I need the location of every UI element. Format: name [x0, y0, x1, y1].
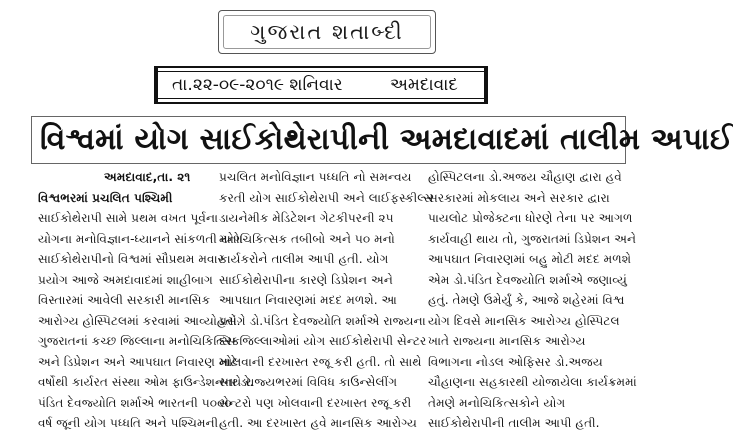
- article-line: ખોલવાની દરખાસ્ત રજૂ કરી હતી. તો સાથે: [219, 354, 422, 369]
- article-line: ડાયનેમીક મેડિટેશન ગેટકીપરની ૨૫: [219, 211, 394, 225]
- article-line: એમ ડો.પંડિત દેવજ્યોતિ શર્માએ જણાવ્યું: [428, 272, 627, 287]
- article-line: સાથે રાજ્યભરમાં વિવિધ કાઉન્સેલીંગ: [219, 375, 398, 389]
- headline: વિશ્વમાં યોગ સાઈકોથેરાપીની અમદાવાદમાં તાલીમ અપાઈ: [40, 122, 733, 157]
- dateline-date: તા.૨૨-૦૯-૨૦૧૯ શનિવાર: [172, 75, 343, 95]
- article-line: આપઘાત નિવારણમાં મદદ મળશે. આ: [219, 293, 397, 307]
- dateline-bottom-rule: [154, 102, 488, 104]
- article-line: મનોચિકિત્સક તબીબો અને ૫૦ મનો: [219, 231, 395, 246]
- article-line: યોગ દિવસે માનસિક આરોગ્ય હોસ્પિટલ: [428, 313, 620, 328]
- masthead: [218, 10, 436, 54]
- dateline-city: અમદાવાદ: [390, 75, 458, 95]
- article-line: હતી. આ દરખાસ્ત હવે માનસિક આરોગ્ય: [219, 416, 418, 430]
- article-line: યોગના મનોવિજ્ઞાન-ધ્યાનને સાંકળતી યોગ: [38, 231, 243, 246]
- article-line: પંડિત દેવજ્યોતિ શર્માએ ભારતની ૫૦૦૦: [38, 395, 232, 410]
- article-line: સાઈકોથેરાપીના કારણે ડિપ્રેશન અને: [219, 272, 393, 287]
- article-line: કાર્યવાહી થાય તો, ગુજરાતમાં ડિપ્રેશન અને: [428, 231, 637, 246]
- article-line: સાઈકોથેરાપી સામે પ્રથમ વખત પૂર્વના: [38, 211, 219, 225]
- article-line: પ્રસંગે ડો.પંડિત દેવજ્યોતિ શર્માએ રાજ્યના: [219, 313, 426, 328]
- article-line: અમદાવાદ,તા. ૨૧: [104, 170, 191, 184]
- masthead-title: ગુજરાત શતાબ્દી: [250, 19, 404, 44]
- article-line: વિસ્તારમાં આવેલી સરકારી માનસિક: [38, 293, 211, 307]
- article-column-3: [428, 167, 637, 434]
- article-line: પ્રયોગ આજે અમદાવાદમાં શાહીબાગ: [38, 272, 213, 287]
- article-line: પ્રચલિત મનોવિજ્ઞાન પધ્ધતિ નો સમન્વય: [219, 170, 412, 184]
- article-line: તેમણે મનોચિકિત્સકોને યોગ: [428, 395, 566, 410]
- article-line: સરકારમાં મોકલાય અને સરકાર દ્વારા: [428, 190, 610, 205]
- article-line: સાઈકોથેરાપીની તાલીમ આપી હતી.: [428, 416, 600, 430]
- article-line: વિશ્વભરમાં પ્રચલિત પશ્ચિમી: [38, 190, 173, 205]
- dateline-top-rule-thin: [154, 71, 488, 72]
- article-line: આપઘાત નિવારણમાં બહુ મોટી મદદ મળશે: [428, 252, 632, 266]
- headline-box: [31, 116, 733, 164]
- article-column-2: [219, 167, 434, 434]
- article-line: પાયલોટ પ્રોજેક્ટના ધોરણે તેના પર આગળ: [428, 211, 633, 225]
- article-line: વર્ષોથી કાર્યરત સંસ્થા ઓમ ફાઉન્ડેશનના ડો.: [38, 375, 254, 389]
- article-line: ચૌહાણના સહકારથી યોજાયેલા કાર્યક્રમમાં: [428, 375, 637, 389]
- article-line: ખાતે રાજ્યના માનસિક આરોગ્ય: [428, 334, 586, 348]
- article-line: કાર્યકરોને તાલીમ આપી હતી. યોગ: [219, 252, 389, 266]
- dateline-top-rule: [154, 66, 488, 68]
- article-line: વર્ષ જૂની યોગ પધ્ધતિ અને પશ્ચિમની: [38, 416, 219, 430]
- article-column-1: [38, 167, 254, 434]
- article-line: હોસ્પિટલના ડો.અજય ચૌહાણ દ્વારા હવે: [428, 170, 622, 184]
- article-line: આરોગ્ય હોસ્પિટલમાં કરવામાં આવ્યોહતો.: [38, 313, 241, 328]
- article-line: ગુજરાતનાં કચ્છ જિલ્લાના મનોચિકિત્સિક: [38, 334, 240, 348]
- article-line: દસ જિલ્લાઓમાં યોગ સાઈકોથેરાપી સેન્ટર: [219, 334, 427, 348]
- article-line: હતું. તેમણે ઉમેર્યું કે, આજે શહેરમાં વિશ્વ: [428, 293, 625, 307]
- article-line: વિભાગના નોડલ ઓફિસર ડો.અજય: [428, 354, 603, 369]
- article-line: અને ડિપ્રેશન અને આપઘાત નિવારણ માટે: [38, 354, 238, 369]
- article-line: સેન્ટરો પણ ખોલવાની દરખાસ્ત રજૂ કરી: [219, 395, 412, 410]
- dateline-bottom-rule-thin: [154, 98, 488, 99]
- article-line: કરતી યોગ સાઈકોથેરાપી અને લાઈફસ્કીલ્સ: [219, 190, 434, 205]
- article-line: સાઈકોથેરાપીનો વિશ્વમાં સૌપ્રથમ મવાર: [38, 252, 224, 266]
- dateline: [154, 66, 488, 104]
